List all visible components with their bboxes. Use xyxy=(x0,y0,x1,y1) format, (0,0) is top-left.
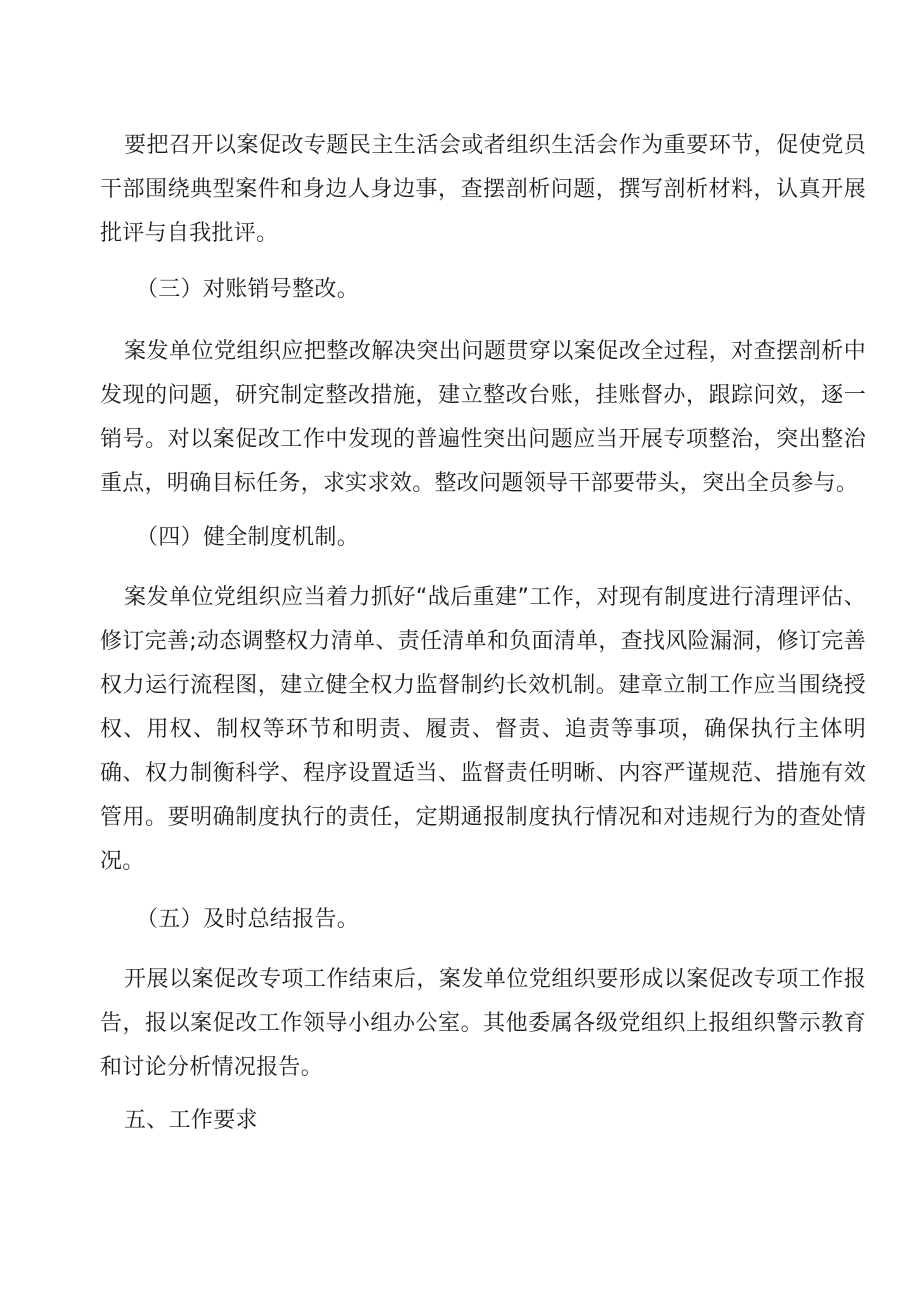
heading-summary-report: （五）及时总结报告。 xyxy=(136,907,360,932)
heading-rectification-ledger: （三）对账销号整改。 xyxy=(136,277,360,302)
paragraph-summary-report: 开展以案促改专项工作结束后，案发单位党组织要形成以案促改专项工作报告，报以案促改工作领导小组办公室。其他委属各级党组织上报组织警示教育和讨论分析情况报告。 xyxy=(100,967,866,1080)
section-heading-work-requirements: 五、工作要求 xyxy=(124,1108,258,1133)
paragraph-democratic-life-meeting: 要把召开以案促改专题民主生活会或者组织生活会作为重要环节，促使党员干部围绕典型案件和身边人身边事，查摆剖析问题，撰写剖析材料，认真开展批评与自我批评。 xyxy=(100,133,866,246)
paragraph-rectification-ledger: 案发单位党组织应把整改解决突出问题贯穿以案促改全过程，对查摆剖析中发现的问题，研究制定整改措施，建立整改台账，挂账督办，跟踪问效，逐一销号。对以案促改工作中发现的普遍性突出问题应当开展专项整治，突出整治重点，明确目标任务，求实求效。整改问题领导干部要带头，突出全员参与。 xyxy=(100,339,866,496)
paragraph-institutional-mechanism: 案发单位党组织应当着力抓好“战后重建”工作，对现有制度进行清理评估、修订完善;动态调整权力清单、责任清单和负面清单，查找风险漏洞，修订完善权力运行流程图，建立健全权力监督制约长效机制。建章立制工作应当围绕授权、用权、制权等环节和明责、履责、督责、追责等事项，确保执行主体明确、权力制衡科学、程序设置适当、监督责任明晰、内容严谨规范、措施有效管用。要明确制度执行的责任，定期通报制度执行情况和对违规行为的查处情况。 xyxy=(100,585,866,874)
heading-institutional-mechanism: （四）健全制度机制。 xyxy=(136,525,360,550)
